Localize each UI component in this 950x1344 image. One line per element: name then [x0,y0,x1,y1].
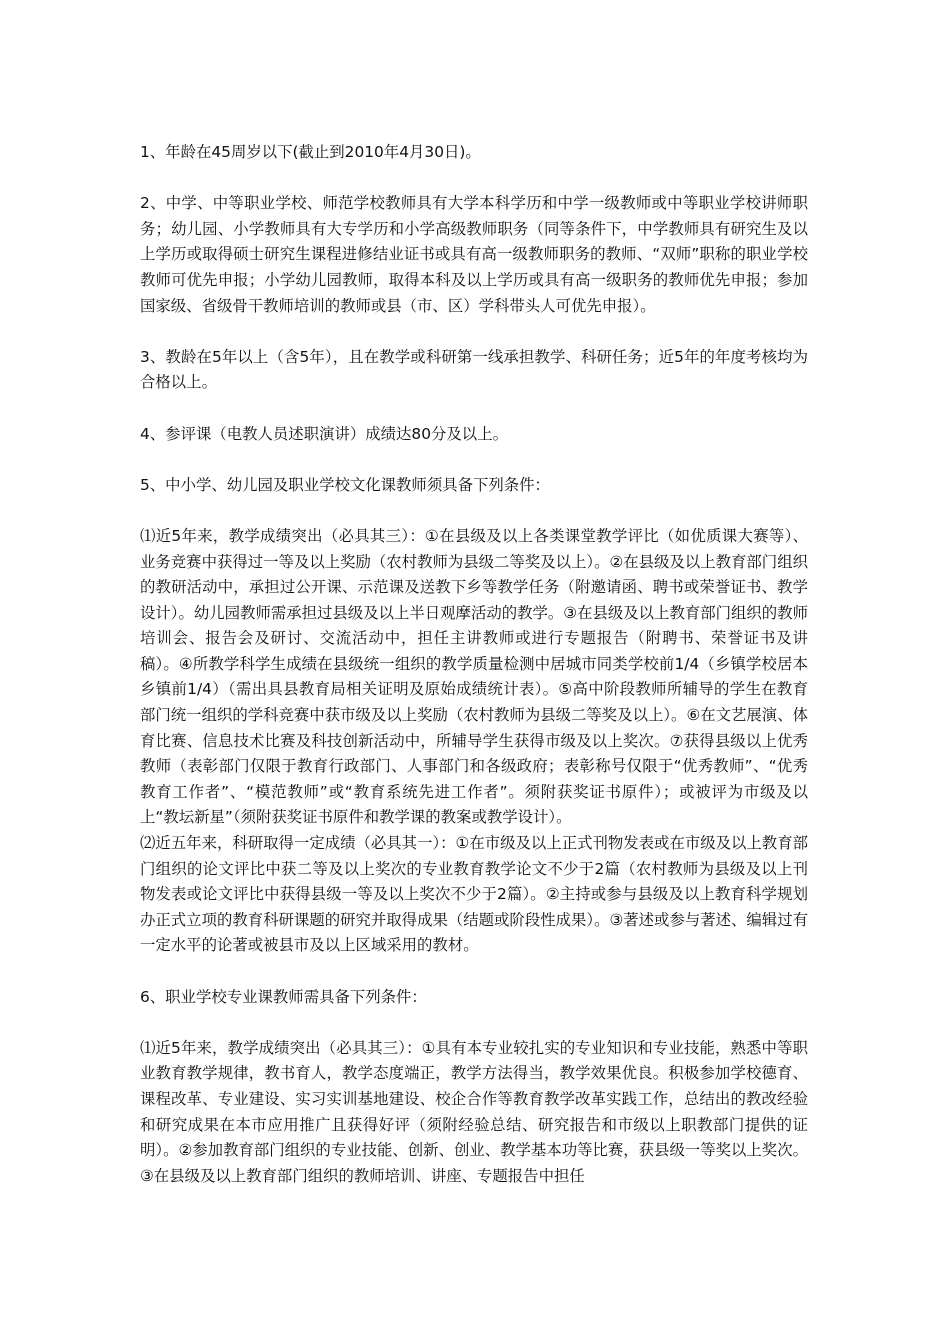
criterion-5-heading: 5、中小学、幼儿园及职业学校文化课教师须具备下列条件： [140,475,550,494]
criterion-6-heading: 6、职业学校专业课教师需具备下列条件： [140,987,427,1006]
criterion-4-paragraph: 4、参评课（电教人员述职演讲）成绩达80分及以上。 [140,424,508,443]
criterion-6-item-1: ⑴近5年来，教学成绩突出（必具其三）：①具有本专业较扎实的专业知识和专业技能，熟悉中等职业教育教学规律，教书育人，教学态度端正，教学方法得当，教学效果优良。积极参加学校德育、课程改革、专业建设、实习实训基地建设、校企合作等教育教学改革实践工作，总结出的教改经验和研究成果在本市应用推广且获得好评（须附经验总结、研究报告和市级以上职教部门提供的证明）。②参加教育部门组织的专业技能、创新、创业、教学基本功等比赛，获县级一等奖以上奖次。③在县级及以上教育部门组织的教师培训、讲座、专题报告中担任 [140,1038,808,1185]
criterion-5-item-1: ⑴近5年来，教学成绩突出（必具其三）：①在县级及以上各类课堂教学评比（如优质课大赛等）、业务竞赛中获得过一等及以上奖励（农村教师为县级二等奖及以上）。②在县级及以上教育部门组织的教研活动中，承担过公开课、示范课及送教下乡等教学任务（附邀请函、聘书或荣誉证书、教学设计）。幼儿园教师需承担过县级及以上半日观摩活动的教学。③在县级及以上教育部门组织的教师培训会、报告会及研讨、交流活动中，担任主讲教师或进行专题报告（附聘书、荣誉证书及讲稿）。④所教学科学生成绩在县级统一组织的教学质量检测中居城市同类学校前1/4（乡镇学校居本乡镇前1/4）（需出具县教育局相关证明及原始成绩统计表）。⑤高中阶段教师所辅导的学生在教育部门统一组织的学科竞赛中获市级及以上奖励（农村教师为县级二等奖及以上）。⑥在文艺展演、体育比赛、信息技术比赛及科技创新活动中，所辅导学生获得市级及以上奖次。⑦获得县级以上优秀教师（表彰部门仅限于教育行政部门、人事部门和各级政府；表彰称号仅限于“优秀教师”、“优秀教育工作者”、“模范教师”或“教育系统先进工作者”。须附获奖证书原件）；或被评为市级及以上“教坛新星”（须附获奖证书原件和教学课的教案或教学设计）。 [140,526,808,827]
criterion-3-paragraph: 3、教龄在5年以上（含5年），且在教学或科研第一线承担教学、科研任务；近5年的年度考核均为合格以上。 [140,347,808,392]
document-page [140,140,808,1189]
criterion-5-item-2: ⑵近五年来，科研取得一定成绩（必具其一）：①在市级及以上正式刊物发表或在市级及以上教育部门组织的论文评比中获二等及以上奖次的专业教育教学论文不少于2篇（农村教师为县级及以上刊物发表或论文评比中获得县级一等及以上奖次不少于2篇）。②主持或参与县级及以上教育科学规划办正式立项的教育科研课题的研究并取得成果（结题或阶段性成果）。③著述或参与著述、编辑过有一定水平的论著或被县市及以上区域采用的教材。 [140,834,808,955]
criterion-2-paragraph: 2、中学、中等职业学校、师范学校教师具有大学本科学历和中学一级教师或中等职业学校讲师职务；幼儿园、小学教师具有大专学历和小学高级教师职务（同等条件下，中学教师具有研究生及以上学历或取得硕士研究生课程进修结业证书或具有高一级教师职务的教师、“双师”职称的职业学校教师可优先申报；小学幼儿园教师，取得本科及以上学历或具有高一级职务的教师优先申报；参加国家级、省级骨干教师培训的教师或县（市、区）学科带头人可优先申报）。 [140,194,808,315]
criterion-1-paragraph: 1、年龄在45周岁以下(截止到2010年4月30日)。 [140,143,481,161]
